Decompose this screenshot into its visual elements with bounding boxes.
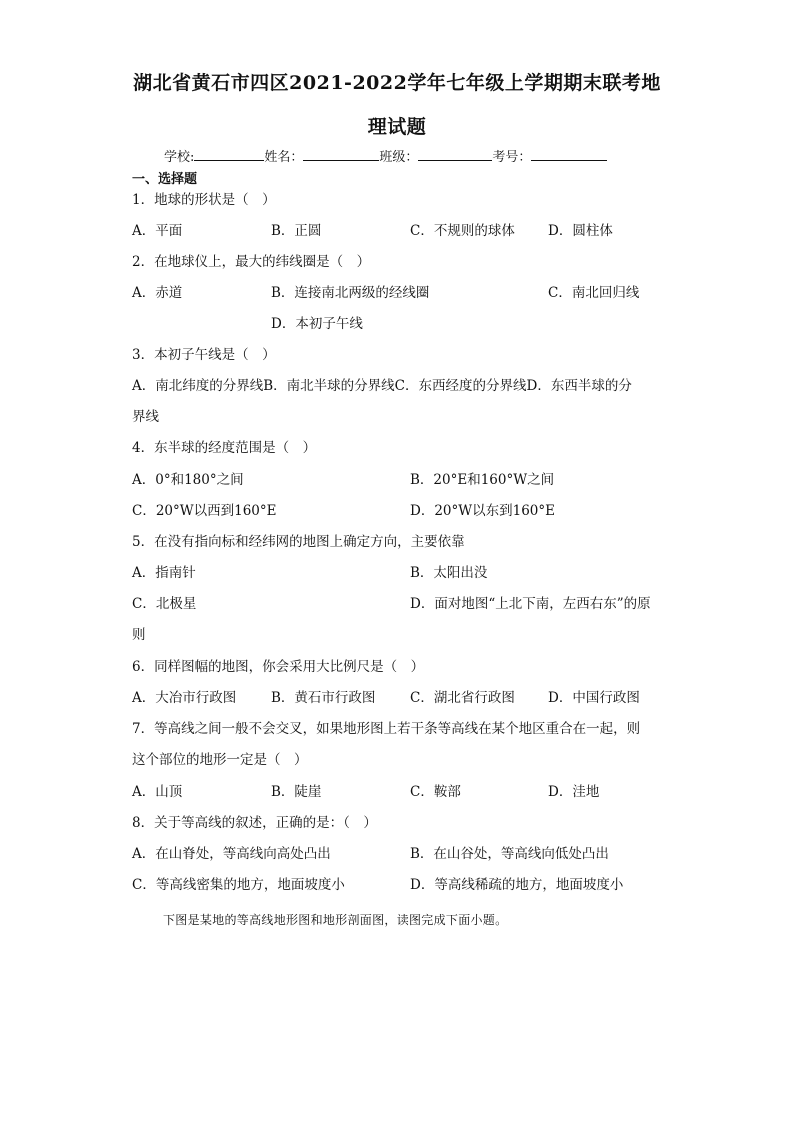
question-7-stem-line2: 这个部位的地形一定是（ ） <box>132 752 308 768</box>
name-blank <box>303 149 379 161</box>
question-5-option-c: C．北极星 <box>132 596 197 612</box>
school-label: 学校: <box>164 150 195 165</box>
exam-title-line2: 理试题 <box>367 116 427 138</box>
question-8-option-a: A．在山脊处，等高线向高处凸出 <box>132 846 331 862</box>
exam-title-line1: 湖北省黄石市四区2021-2022学年七年级上学期期末联考地 <box>133 72 661 94</box>
question-4-option-a: A．0°和180°之间 <box>132 472 244 488</box>
question-1-stem: 1．地球的形状是（ ） <box>132 192 276 208</box>
question-3-stem: 3．本初子午线是（ ） <box>132 347 276 363</box>
question-5-option-a: A．指南针 <box>132 565 196 581</box>
class-blank <box>418 149 492 161</box>
question-2-option-c: C．南北回归线 <box>548 285 640 301</box>
class-label: 班级： <box>379 150 419 165</box>
question-4-option-c: C．20°W以西到160°E <box>132 503 277 519</box>
question-5-option-d-continued: 则 <box>132 627 146 643</box>
name-label: 姓名： <box>264 150 304 165</box>
question-8-option-d: D．等高线稀疏的地方，地面坡度小 <box>410 877 624 893</box>
question-5-stem: 5．在没有指向标和经纬网的地图上确定方向，主要依靠 <box>132 534 465 550</box>
question-2-option-d: D．本初子午线 <box>271 316 363 332</box>
question-4-option-d: D．20°W以东到160°E <box>410 503 555 519</box>
question-1-option-b: B．正圆 <box>271 223 322 239</box>
question-7-option-c: C．鞍部 <box>410 784 461 800</box>
student-info-row <box>164 146 607 165</box>
question-7-option-a: A．山顶 <box>132 784 183 800</box>
question-8-option-c: C．等高线密集的地方，地面坡度小 <box>132 877 345 893</box>
question-4-stem: 4．东半球的经度范围是（ ） <box>132 440 317 456</box>
question-8-stem: 8．关于等高线的叙述，正确的是：（ ） <box>132 815 377 831</box>
question-8-option-b: B．在山谷处，等高线向低处凸出 <box>410 846 609 862</box>
question-4-option-b: B．20°E和160°W之间 <box>410 472 555 488</box>
question-6-option-d: D．中国行政图 <box>548 690 640 706</box>
school-blank <box>194 149 264 161</box>
question-2-stem: 2．在地球仪上，最大的纬线圈是（ ） <box>132 254 371 270</box>
question-2-option-a: A．赤道 <box>132 285 183 301</box>
id-blank <box>531 149 607 161</box>
question-7-stem-line1: 7．等高线之间一般不会交叉，如果地形图上若干条等高线在某个地区重合在一起，则 <box>132 721 641 737</box>
question-6-option-a: A．大冶市行政图 <box>132 690 237 706</box>
question-3-options-continued: 界线 <box>132 409 159 425</box>
question-6-option-b: B．黄石市行政图 <box>271 690 376 706</box>
question-5-option-d: D．面对地图“上北下南，左西右东”的原 <box>410 596 651 612</box>
question-6-option-c: C．湖北省行政图 <box>410 690 515 706</box>
question-2-option-b: B．连接南北两级的经线圈 <box>271 285 430 301</box>
question-7-option-d: D．洼地 <box>548 784 600 800</box>
question-3-options: A．南北纬度的分界线B．南北半球的分界线C．东西经度的分界线D．东西半球的分 <box>132 378 632 394</box>
section-title: 一、选择题 <box>132 172 198 187</box>
question-5-option-b: B．太阳出没 <box>410 565 488 581</box>
id-label: 考号： <box>492 150 532 165</box>
question-1-option-a: A．平面 <box>132 223 183 239</box>
question-6-stem: 6．同样图幅的地图，你会采用大比例尺是（ ） <box>132 659 425 675</box>
question-1-option-d: D．圆柱体 <box>548 223 613 239</box>
question-7-option-b: B．陡崖 <box>271 784 322 800</box>
figure-instruction: 下图是某地的等高线地形图和地形剖面图，读图完成下面小题。 <box>163 913 508 927</box>
question-1-option-c: C．不规则的球体 <box>410 223 515 239</box>
